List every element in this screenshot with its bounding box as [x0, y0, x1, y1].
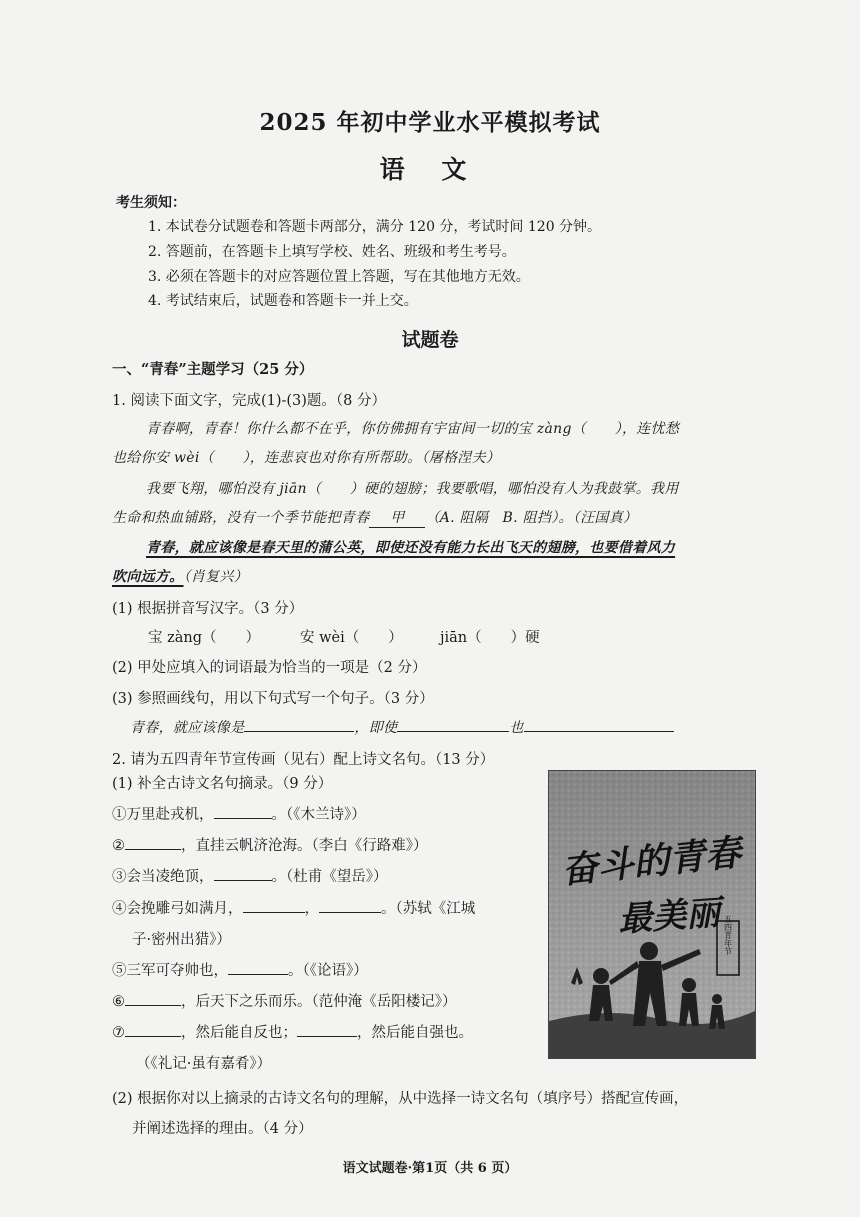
poem-item: [112, 1021, 473, 1042]
poem-text: ，然后能自强也。: [357, 1025, 473, 1041]
passage-text: （A. 阻隔 B. 阻挡）。（汪国真）: [425, 510, 638, 526]
subquestion: (1) 根据拼音写汉字。（3 分）: [112, 601, 304, 617]
underlined-sentence: 青春，就应该像是春天里的蒲公英，即使还没有能力长出飞天的翅膀，也要借着风力: [146, 540, 676, 556]
poem-item: [112, 865, 388, 886]
passage-line: [112, 566, 248, 586]
poem-item-continued: 子·密州出猎》）: [132, 932, 231, 948]
subquestion: (2) 根据你对以上摘录的古诗文名句的理解，从中选择一诗文名句（填序号）搭配宣传画，: [112, 1091, 689, 1107]
pinyin-item: 宝 zàng（ ）: [148, 630, 261, 646]
poster-illustration: [549, 771, 755, 1058]
answer-blank[interactable]: [125, 1005, 181, 1006]
pattern-text: 也: [509, 720, 524, 736]
pattern-text: 青春，就应该像是: [130, 720, 245, 736]
section-title: 试题卷: [401, 329, 459, 351]
answer-blank[interactable]: [524, 731, 674, 732]
passage-line: 青春啊，青春！你什么都不在乎，你仿佛拥有宇宙间一切的宝 zàng（ ），连忧愁: [146, 421, 680, 437]
answer-blank[interactable]: [125, 849, 181, 850]
sentence-pattern: [130, 717, 674, 737]
poem-text: ⑤三军可夺帅也，: [112, 963, 228, 979]
poem-text: 。（苏轼《江城: [381, 901, 476, 917]
poem-text: ，后天下之乐而乐。（范仲淹《岳阳楼记》）: [181, 994, 457, 1010]
poem-text: ①万里赴戎机，: [112, 807, 214, 823]
poem-item: [112, 959, 368, 980]
answer-blank[interactable]: [243, 912, 305, 913]
poster-slogan-line2: 最美丽: [616, 892, 722, 940]
answer-blank[interactable]: [125, 1036, 181, 1037]
subquestion: (2) 甲处应填入的词语最为恰当的一项是（2 分）: [112, 660, 427, 676]
youth-day-poster: [548, 770, 756, 1059]
poem-text: 。（《木兰诗》）: [271, 807, 366, 823]
poem-text: ⑦: [112, 1025, 125, 1041]
poem-text: ④会挽雕弓如满月，: [112, 901, 243, 917]
notice-item: 4. 考试结束后，试题卷和答题卡一并上交。: [148, 293, 418, 309]
underlined-sentence-end: 吹向远方。: [112, 569, 184, 585]
notice-item: 1. 本试卷分试题卷和答题卡两部分，满分 120 分，考试时间 120 分钟。: [148, 219, 602, 235]
pinyin-item: 安 wèi（ ）: [300, 630, 403, 646]
subquestion-continued: 并阐述选择的理由。（4 分）: [132, 1121, 313, 1137]
poem-item: [112, 803, 366, 824]
pinyin-item: jiān（ ）硬: [440, 630, 540, 646]
part-heading: 一、“青春”主题学习（25 分）: [112, 361, 314, 378]
poem-text: ③会当凌绝顶，: [112, 869, 214, 885]
answer-blank[interactable]: [397, 731, 509, 732]
answer-blank[interactable]: [244, 731, 354, 732]
question-2-prompt: 2. 请为五四青年节宣传画（见右）配上诗文名句。（13 分）: [112, 752, 495, 768]
poem-text: ②: [112, 838, 125, 854]
poem-item: [112, 834, 428, 855]
answer-blank[interactable]: [319, 912, 381, 913]
passage-line: [112, 507, 637, 528]
blank-label: 甲: [390, 510, 405, 526]
poster-slogan-line1: 奋斗的青春: [559, 831, 743, 892]
passage-text: 生命和热血铺路，没有一个季节能把青春: [112, 510, 370, 526]
passage-line: 也给你安 wèi（ ），连悲哀也对你有所帮助。（屠格涅夫）: [112, 450, 501, 466]
pattern-text: ，即使: [354, 720, 398, 736]
question-1-prompt: 1. 阅读下面文字，完成(1)-(3)题。（8 分）: [112, 393, 387, 409]
notice-heading: 考生须知：: [116, 195, 186, 211]
notice-item: 3. 必须在答题卡的对应答题位置上答题，写在其他地方无效。: [148, 269, 530, 285]
notice-item: 2. 答题前，在答题卡上填写学校、姓名、班级和考生考号。: [148, 244, 516, 260]
answer-blank[interactable]: [228, 974, 288, 975]
answer-blank[interactable]: [214, 880, 272, 881]
subquestion: (3) 参照画线句，用以下句式写一个句子。（3 分）: [112, 691, 434, 707]
poem-item-continued: （《礼记·虽有嘉肴》）: [136, 1056, 272, 1072]
poem-text: ，然后能自反也；: [181, 1025, 297, 1041]
exam-title: 2025 年初中学业水平模拟考试: [259, 109, 601, 136]
poster-tag: 五四青年节: [723, 915, 733, 955]
subquestion: (1) 补全古诗文名句摘录。（9 分）: [112, 776, 333, 792]
answer-blank[interactable]: [297, 1036, 357, 1037]
subject-title: 语 文: [379, 155, 481, 184]
passage-line: 我要飞翔，哪怕没有 jiān（ ）硬的翅膀；我要歌唱，哪怕没有人为我鼓掌。我用: [146, 481, 679, 497]
poem-text: 。（《论语》）: [288, 963, 368, 979]
poem-text: ，: [304, 901, 319, 917]
poem-text: ⑥: [112, 994, 125, 1010]
poem-text: ，直挂云帆济沧海。（李白《行路难》）: [181, 838, 428, 854]
answer-blank[interactable]: [214, 818, 272, 819]
passage-source: （肖复兴）: [183, 569, 248, 585]
blank-jia[interactable]: [369, 507, 425, 528]
poem-item: [112, 990, 457, 1011]
page-footer: 语文试题卷·第1页（共 6 页）: [342, 1161, 518, 1176]
poem-item: [112, 897, 475, 918]
poem-text: 。（杜甫《望岳》）: [271, 869, 388, 885]
